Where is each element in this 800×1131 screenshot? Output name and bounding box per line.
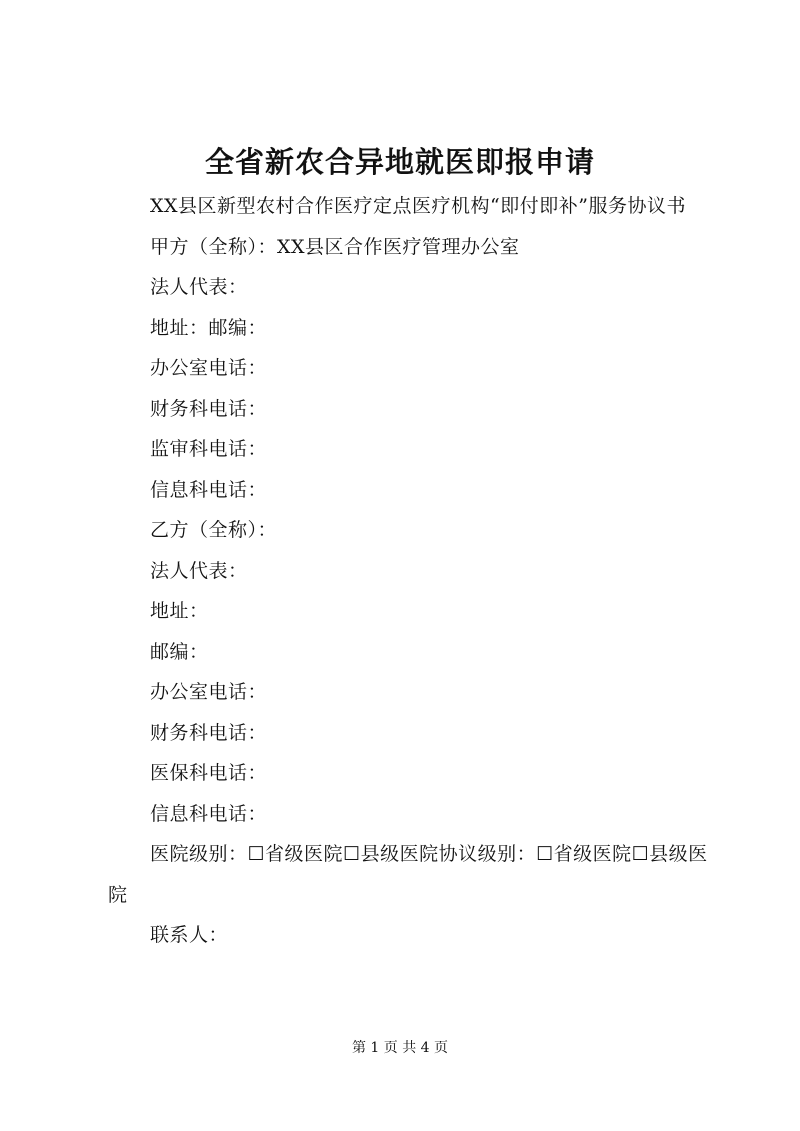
paragraph-party-a-office-phone: 办公室电话：	[150, 357, 268, 379]
paragraph-hospital-level: 医院级别：☐省级医院☐县级医院协议级别：☐省级医院☐县级医院	[108, 843, 708, 906]
document-title: 全省新农合异地就医即报申请	[204, 145, 595, 179]
paragraph-party-b-legal-rep: 法人代表：	[150, 559, 248, 582]
paragraph-party-b-info-phone: 信息科电话：	[150, 802, 268, 825]
paragraph-party-a-legal-rep: 法人代表：	[150, 276, 248, 298]
document-body	[108, 186, 708, 956]
paragraph-party-b-postcode: 邮编：	[150, 640, 209, 663]
paragraph-party-a-finance-phone: 财务科电话：	[150, 397, 268, 420]
paragraph-party-a-address: 地址：邮编：	[150, 316, 268, 339]
paragraph-party-a-info-phone: 信息科电话：	[150, 478, 268, 501]
paragraph-party-b-address: 地址：	[150, 600, 209, 622]
paragraph-party-b-insurance-phone: 医保科电话：	[150, 762, 268, 784]
page-footer: 第 1 页 共 4 页	[351, 1040, 449, 1056]
paragraph-party-a-audit-phone: 监审科电话：	[150, 438, 268, 460]
paragraph-party-b-finance-phone: 财务科电话：	[150, 721, 268, 744]
paragraph-agreement-title: XX县区新型农村合作医疗定点医疗机构“即付即补”服务协议书	[150, 195, 686, 217]
paragraph-party-b-office-phone: 办公室电话：	[150, 681, 268, 703]
paragraph-party-a-name: 甲方（全称）：XX县区合作医疗管理办公室	[150, 235, 520, 258]
paragraph-party-b-name: 乙方（全称）：	[150, 519, 278, 541]
paragraph-contact-person: 联系人：	[150, 924, 229, 946]
